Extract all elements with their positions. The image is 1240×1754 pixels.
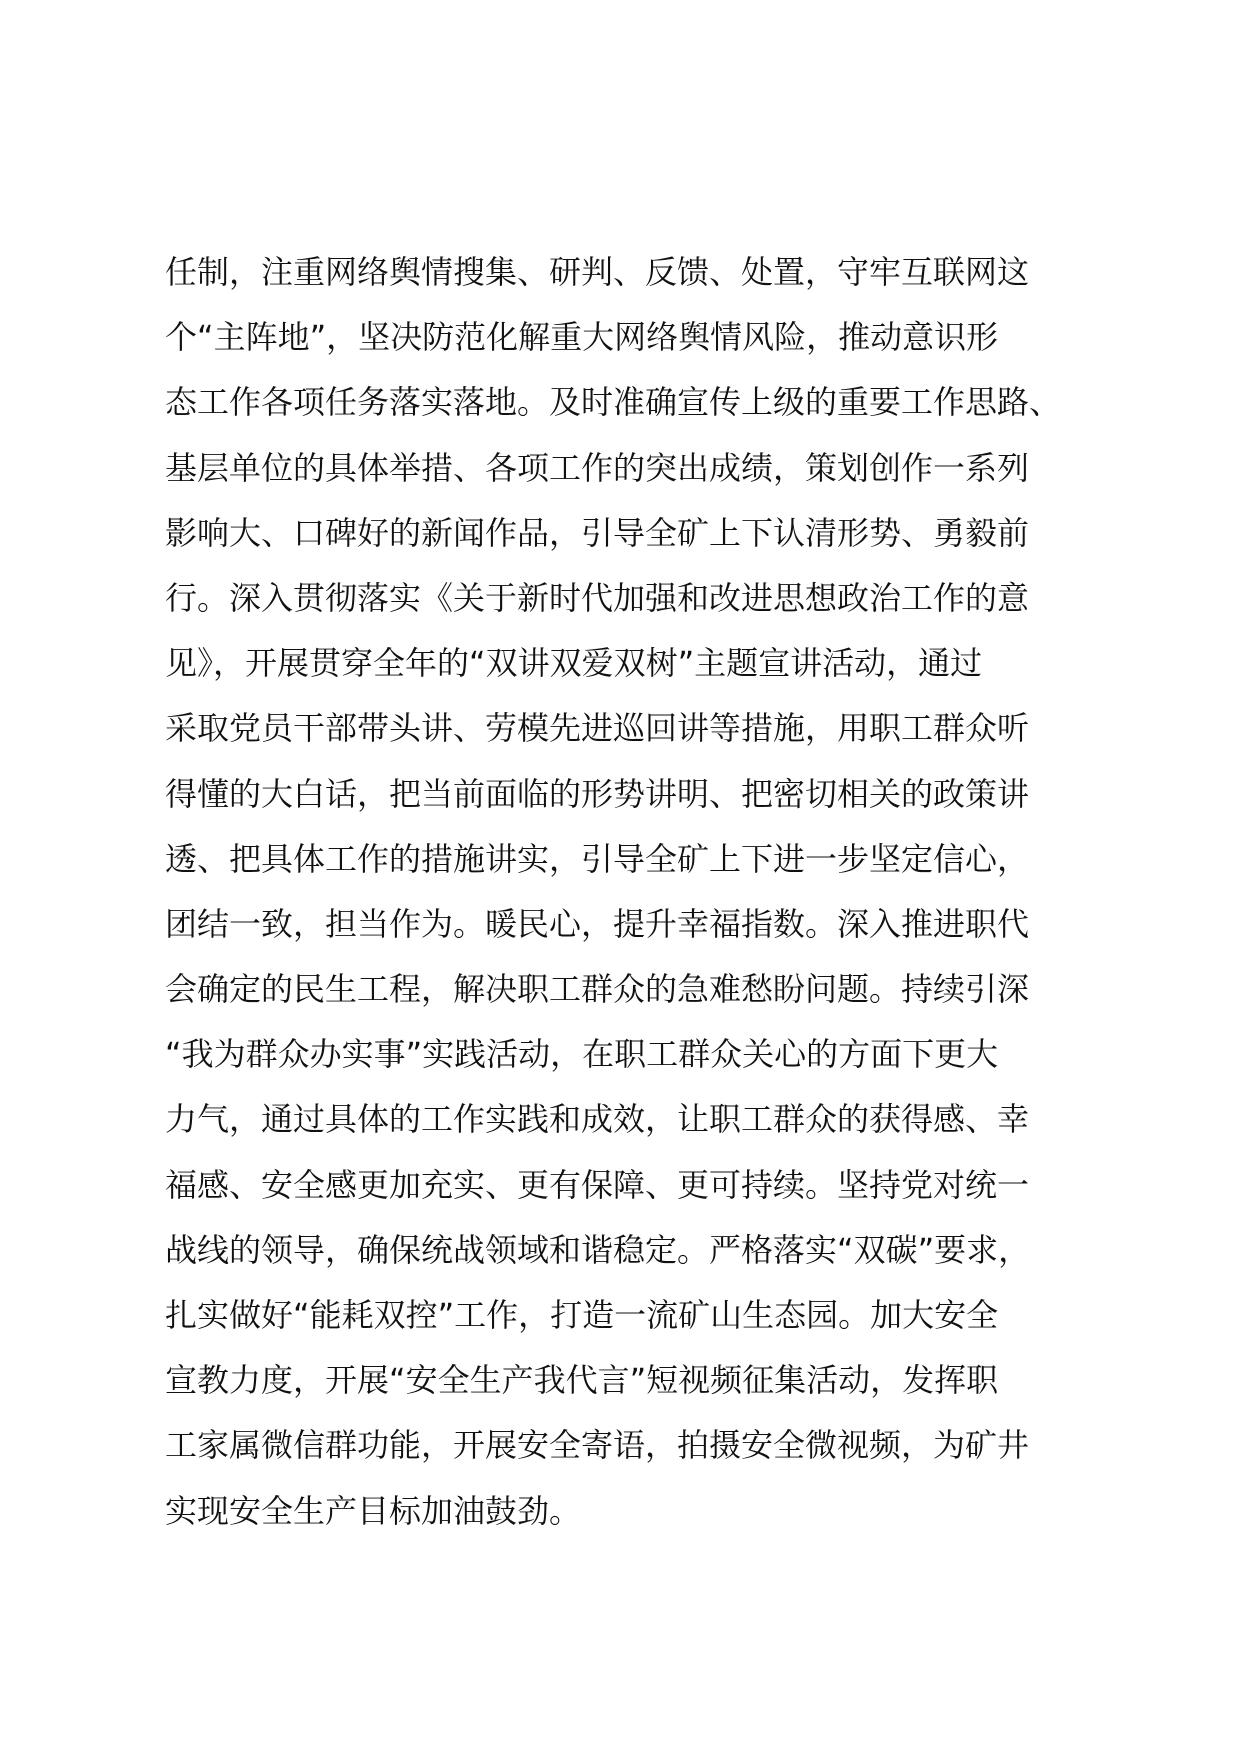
text-line: 扎实做好“能耗双控”工作，打造一流矿山生态园。加大安全: [165, 1296, 999, 1334]
text-line: 团结一致，担当作为。暖民心，提升幸福指数。深入推进职代: [165, 904, 1030, 943]
text-line: 影响大、口碑好的新闻作品，引导全矿上下认清形势、勇毅前: [165, 513, 1030, 552]
text-line: 基层单位的具体举措、各项工作的突出成绩，策划创作一系列: [165, 448, 1030, 487]
text-line: 工家属微信群功能，开展安全寄语，拍摄安全微视频，为矿井: [165, 1426, 1030, 1465]
text-line: 采取党员干部带头讲、劳模先进巡回讲等措施，用职工群众听: [165, 709, 1030, 748]
text-line: 个“主阵地”，坚决防范化解重大网络舆情风险，推动意识形: [165, 318, 999, 357]
text-line: 透、把具体工作的措施讲实，引导全矿上下进一步坚定信心，: [165, 839, 1030, 878]
text-line: 会确定的民生工程，解决职工群众的急难愁盼问题。持续引深: [165, 970, 1030, 1009]
text-line: 行。深入贯彻落实《关于新时代加强和改进思想政治工作的意: [165, 578, 1030, 617]
text-line: 福感、安全感更加充实、更有保障、更可持续。坚持党对统一: [165, 1165, 1030, 1204]
body-paragraph: [165, 240, 1105, 1544]
text-line: 态工作各项任务落实落地。及时准确宣传上级的重要工作思路、: [165, 383, 1062, 422]
text-line: 任制，注重网络舆情搜集、研判、反馈、处置，守牢互联网这: [165, 253, 1030, 291]
text-line: “我为群众办实事”实践活动，在职工群众关心的方面下更大: [165, 1035, 999, 1074]
text-line: 宣教力度，开展“安全生产我代言”短视频征集活动，发挥职: [165, 1361, 999, 1400]
text-line: 战线的领导，确保统战领域和谐稳定。严格落实“双碳”要求，: [165, 1230, 1031, 1269]
text-line: 得懂的大白话，把当前面临的形势讲明、把密切相关的政策讲: [165, 774, 1030, 813]
text-line: 实现安全生产目标加油鼓劲。: [165, 1491, 582, 1530]
text-line: 见》，开展贯穿全年的“双讲双爱双树”主题宣讲活动，通过: [165, 644, 983, 683]
text-line: 力气，通过具体的工作实践和成效，让职工群众的获得感、幸: [165, 1100, 1030, 1139]
